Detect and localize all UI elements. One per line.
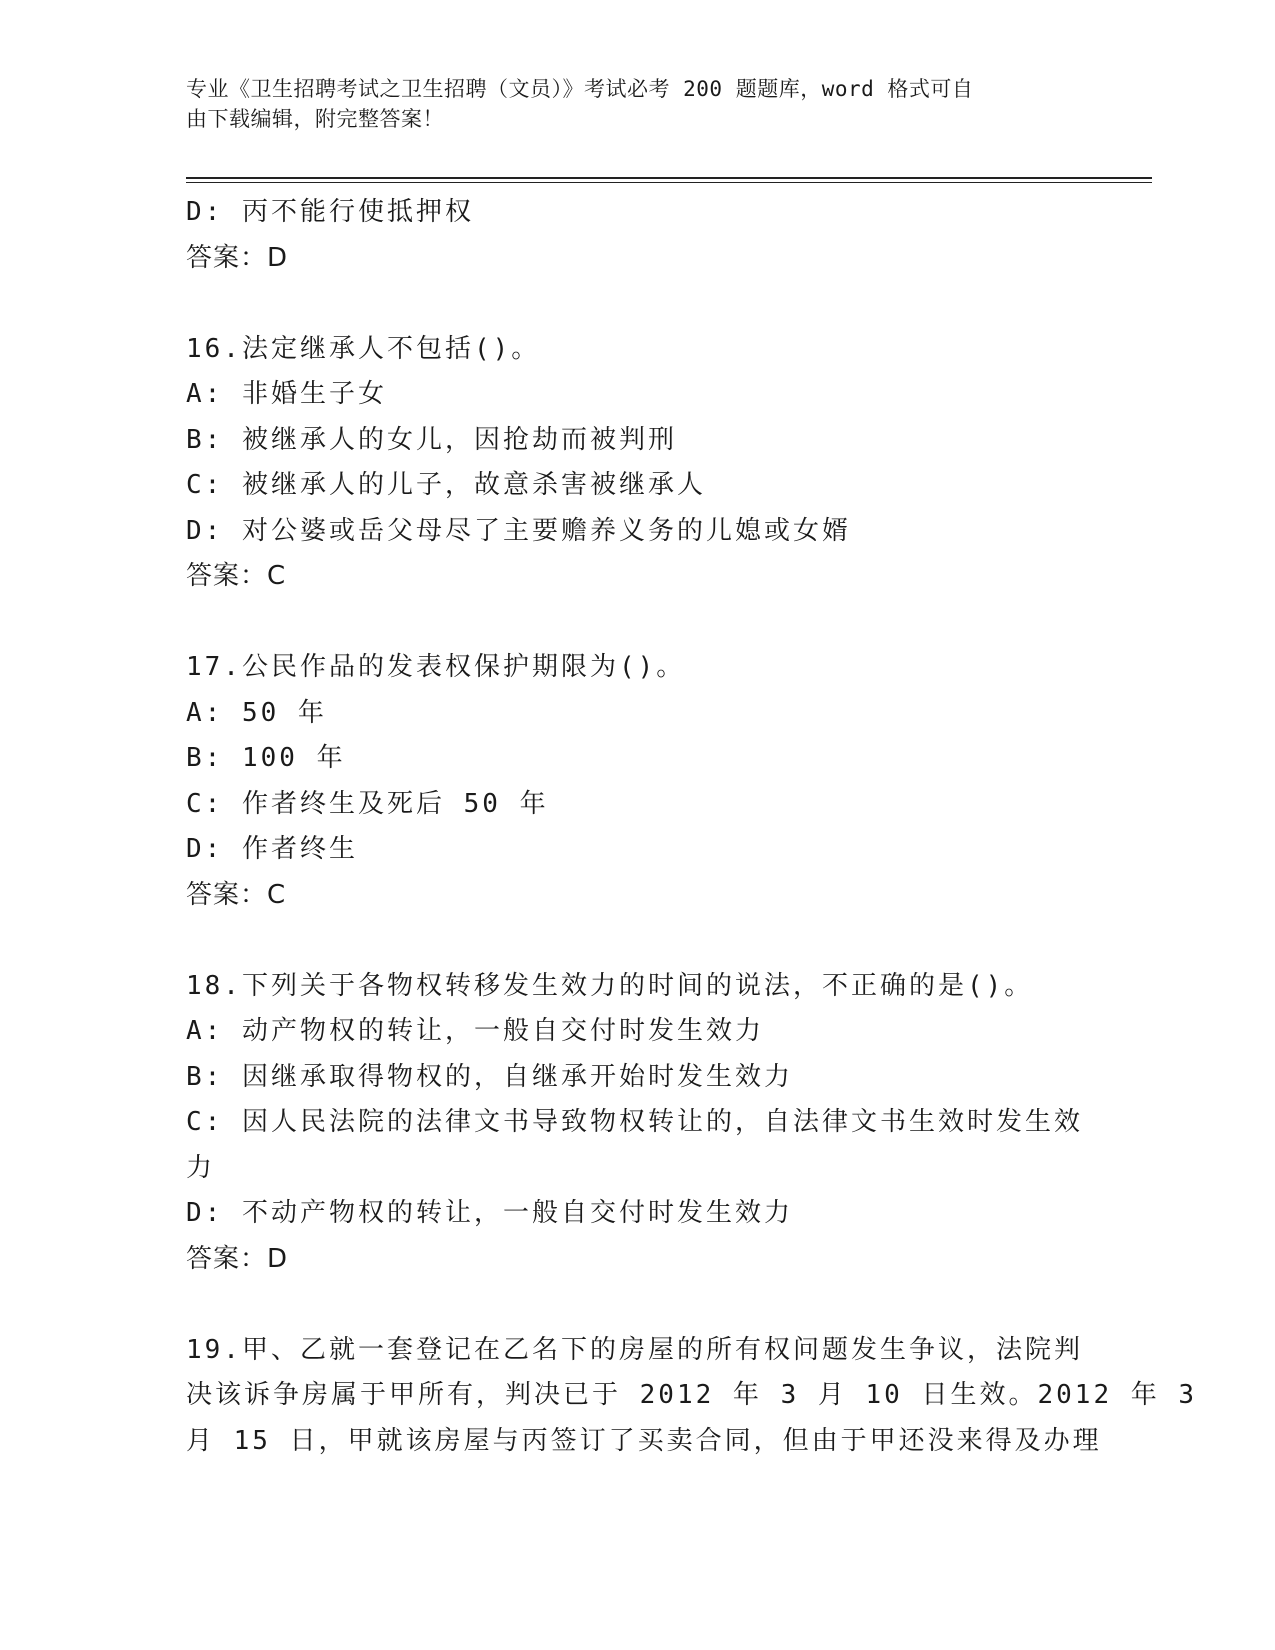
spacer [186, 1282, 1086, 1328]
q18-option-c-line-2: 力 [186, 1152, 216, 1183]
spacer [186, 600, 1086, 646]
q16-option-c: C: 被继承人的儿子，故意杀害被继承人 [186, 470, 706, 500]
header-divider-thin [186, 182, 1152, 183]
q18-option-a: A: 动产物权的转让，一般自交付时发生效力 [186, 1016, 764, 1046]
q17-answer: 答案：C [186, 879, 287, 910]
q16-option-b: B: 被继承人的女儿，因抢劫而被判刑 [186, 424, 677, 455]
q18-option-c-line-1: C: 因人民法院的法律文书导致物权转让的，自法律文书生效时发生效 [186, 1107, 1083, 1137]
document-body [186, 190, 1198, 1464]
spacer [186, 281, 1086, 327]
q18-option-b: B: 因继承取得物权的，自继承开始时发生效力 [186, 1061, 793, 1092]
header-line-2: 由下载编辑，附完整答案！ [186, 107, 444, 131]
q19-line-3: 月 15 日，甲就该房屋与丙签订了买卖合同，但由于甲还没来得及办理 [186, 1425, 1102, 1456]
q17-option-b: B: 100 年 [186, 743, 346, 773]
q15-option-d: D: 丙不能行使抵押权 [186, 197, 474, 227]
q16-title: 16.法定继承人不包括()。 [186, 333, 541, 364]
q17-option-c: C: 作者终生及死后 50 年 [186, 788, 549, 819]
q18-option-d: D: 不动产物权的转让，一般自交付时发生效力 [186, 1198, 793, 1228]
q16-answer: 答案：C [186, 561, 287, 591]
q15-answer: 答案：D [186, 242, 289, 273]
q19-line-1: 19.甲、乙就一套登记在乙名下的房屋的所有权问题发生争议，法院判 [186, 1334, 1083, 1365]
q18-answer: 答案：D [186, 1243, 289, 1274]
document-header [186, 74, 1066, 134]
header-divider-thick [186, 177, 1152, 179]
q16-option-a: A: 非婚生子女 [186, 379, 387, 409]
spacer [186, 918, 1086, 964]
q17-title: 17.公民作品的发表权保护期限为()。 [186, 652, 686, 682]
q17-option-a: A: 50 年 [186, 697, 327, 728]
q16-option-d: D: 对公婆或岳父母尽了主要赡养义务的儿媳或女婿 [186, 515, 851, 546]
q18-title: 18.下列关于各物权转移发生效力的时间的说法，不正确的是()。 [186, 970, 1034, 1001]
q17-option-d: D: 作者终生 [186, 834, 358, 864]
q19-line-2: 决该诉争房属于甲所有，判决已于 2012 年 3 月 10 日生效。2012 年 3 [186, 1380, 1198, 1410]
header-line-1: 专业《卫生招聘考试之卫生招聘（文员）》考试必考 200 题题库，word 格式可自 [186, 77, 974, 101]
